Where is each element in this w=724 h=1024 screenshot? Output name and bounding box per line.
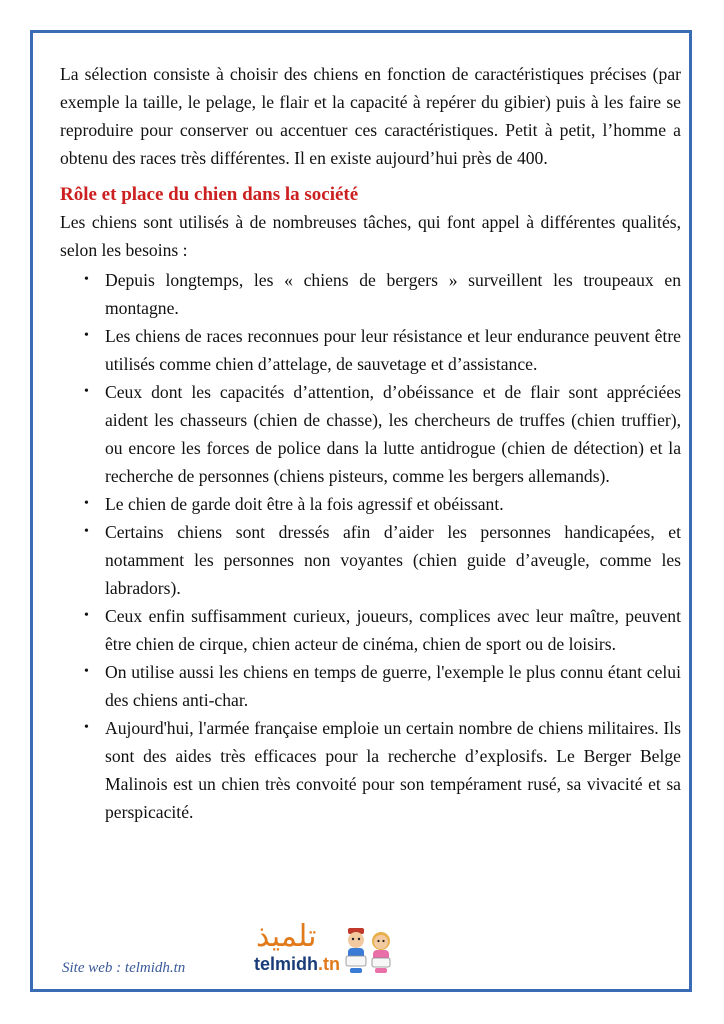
list-item — [60, 490, 681, 518]
list-item-text: Certains chiens sont dressés afin d’aider les personnes handicapées, et notamment les personnes non voyantes (chien guide d’aveugle, comme les labradors). — [105, 522, 681, 598]
logo-latin-ext: .tn — [318, 954, 341, 974]
bullet-marker: • — [84, 608, 89, 623]
bullet-marker: • — [84, 496, 89, 511]
logo-latin-text — [254, 954, 340, 975]
telmidh-logo — [250, 918, 400, 982]
list-item-text: Depuis longtemps, les « chiens de bergers » surveillent les troupeaux en montagne. — [105, 270, 681, 318]
list-item-text: Le chien de garde doit être à la fois agressif et obéissant. — [105, 494, 504, 514]
logo-arabic-text: تلميذ — [256, 919, 317, 954]
section-title: Rôle et place du chien dans la société — [60, 184, 359, 205]
bullet-marker: • — [84, 272, 89, 287]
bullet-marker: • — [84, 524, 89, 539]
section-intro: Les chiens sont utilisés à de nombreuses tâches, qui font appel à différentes qualités, selon les besoins : — [60, 212, 681, 260]
list-item-text: Ceux dont les capacités d’attention, d’obéissance et de flair sont appréciées aident les chasseurs (chien de chasse), les chercheurs de truffes (chien truffier), ou encore les forces de police dans la lutte antidrogue (chien de détection) et la recherche de personnes (chiens pisteurs, comme les bergers allemands). — [105, 382, 681, 486]
intro-paragraph: La sélection consiste à choisir des chiens en fonction de caractéristiques précises (par exemple la taille, le pelage, le flair et la capacité à repérer du gibier) puis à les faire se reproduire pour conserver ou accentuer ces caractéristiques. Petit à petit, l’homme a obtenu des races très différentes. Il en existe aujourd’hui près de 400. — [60, 64, 681, 168]
list-item — [60, 378, 681, 490]
list-item-text: On utilise aussi les chiens en temps de guerre, l'exemple le plus connu étant celui des chiens anti-char. — [105, 662, 681, 710]
bullet-marker: • — [84, 328, 89, 343]
bullet-list — [60, 266, 681, 826]
list-item-text: Ceux enfin suffisamment curieux, joueurs, complices avec leur maître, peuvent être chien de cirque, chien acteur de cinéma, chien de sport ou de loisirs. — [105, 606, 681, 654]
website-link[interactable]: Site web : telmidh.tn — [62, 960, 186, 976]
list-item — [60, 518, 681, 602]
list-item-text: Les chiens de races reconnues pour leur résistance et leur endurance peuvent être utilisés comme chien d’attelage, de sauvetage et d’assistance. — [105, 326, 681, 374]
document-body — [60, 60, 681, 826]
list-item — [60, 658, 681, 714]
list-item — [60, 266, 681, 322]
bullet-marker: • — [84, 720, 89, 735]
kids-reading-icon — [342, 924, 396, 978]
list-item — [60, 714, 681, 826]
list-item — [60, 602, 681, 658]
list-item-text: Aujourd'hui, l'armée française emploie un certain nombre de chiens militaires. Ils sont des aides très efficaces pour la recherche d’explosifs. Le Berger Belge Malinois est un chien très convoité pour son tempérament rusé, sa vivacité et sa perspicacité. — [105, 718, 681, 822]
bullet-marker: • — [84, 664, 89, 679]
logo-latin-main: telmidh — [254, 954, 319, 974]
list-item — [60, 322, 681, 378]
bullet-marker: • — [84, 384, 89, 399]
